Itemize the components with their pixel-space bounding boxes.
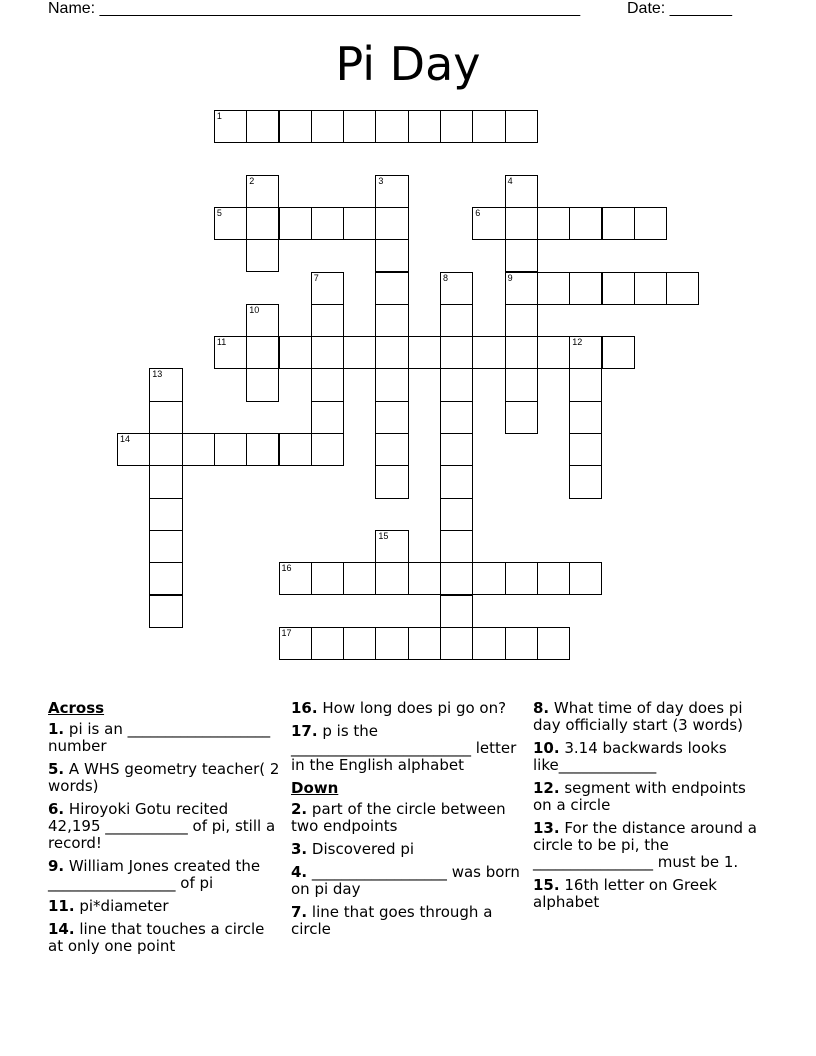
crossword-cell[interactable] [634,207,667,240]
clue-number: 17 [281,627,292,638]
crossword-cell[interactable] [279,110,312,143]
crossword-cell[interactable] [246,433,279,466]
crossword-cell[interactable] [246,175,279,208]
crossword-cell[interactable] [408,110,441,143]
crossword-cell[interactable] [569,401,602,434]
clue-down-13: 13. For the distance around a circle to be pi, the ________________ must be 1. [533,819,757,871]
clue-number: 10 [249,304,260,315]
crossword-cell[interactable] [472,207,505,240]
crossword-cell[interactable] [666,272,699,305]
crossword-cell[interactable] [246,110,279,143]
crossword-cell[interactable] [375,562,408,595]
crossword-cell[interactable] [375,304,408,337]
clue-number: 8 [443,272,449,283]
crossword-cell[interactable] [311,304,344,337]
clues-column-3 [533,700,768,917]
across-heading: Across [48,699,105,717]
clue-across-9: 9. William Jones created the _________________ of pi [48,857,261,892]
crossword-cell[interactable] [149,498,182,531]
crossword-cell[interactable] [440,401,473,434]
crossword-cell[interactable] [537,627,570,660]
clue-down-3: 3. Discovered pi [291,840,415,858]
crossword-cell[interactable] [375,239,408,272]
crossword-cell[interactable] [472,110,505,143]
crossword-cell[interactable] [343,336,376,369]
crossword-cell[interactable] [440,530,473,563]
crossword-cell[interactable] [375,368,408,401]
crossword-cell[interactable] [440,498,473,531]
crossword-cell[interactable] [149,530,182,563]
crossword-cell[interactable] [537,207,570,240]
crossword-cell[interactable] [214,433,247,466]
clue-across-1: 1. pi is an ___________________ number [48,720,271,755]
crossword-cell[interactable] [440,595,473,628]
clue-number: 3 [378,175,384,186]
crossword-cell[interactable] [117,433,150,466]
crossword-cell[interactable] [440,465,473,498]
crossword-cell[interactable] [408,336,441,369]
clue-number: 15 [378,530,389,541]
crossword-cell[interactable] [311,110,344,143]
crossword-cell[interactable] [505,368,538,401]
crossword-cell[interactable] [440,272,473,305]
crossword-cell[interactable] [375,465,408,498]
crossword-cell[interactable] [505,207,538,240]
crossword-cell[interactable] [472,562,505,595]
crossword-cell[interactable] [505,336,538,369]
crossword-cell[interactable] [440,562,473,595]
crossword-cell[interactable] [311,207,344,240]
crossword-cell[interactable] [343,627,376,660]
clue-number: 6 [475,207,481,218]
crossword-cell[interactable] [569,465,602,498]
crossword-cell[interactable] [182,433,215,466]
crossword-cell[interactable] [505,304,538,337]
crossword-cell[interactable] [472,627,505,660]
crossword-cell[interactable] [375,530,408,563]
crossword-cell[interactable] [311,627,344,660]
crossword-cell[interactable] [343,110,376,143]
crossword-cell[interactable] [602,336,635,369]
crossword-cell[interactable] [311,562,344,595]
crossword-cell[interactable] [569,336,602,369]
crossword-cell[interactable] [246,207,279,240]
crossword-cell[interactable] [246,368,279,401]
crossword-cell[interactable] [569,272,602,305]
crossword-cell[interactable] [375,401,408,434]
crossword-cell[interactable] [440,433,473,466]
crossword-cell[interactable] [149,433,182,466]
crossword-cell[interactable] [505,239,538,272]
crossword-cell[interactable] [569,562,602,595]
crossword-cell[interactable] [537,336,570,369]
crossword-cell[interactable] [279,207,312,240]
clue-down-15: 15. 16th letter on Greek alphabet [533,876,717,911]
crossword-cell[interactable] [505,175,538,208]
clue-number: 13 [152,369,163,380]
clues-column-1 [48,700,283,961]
crossword-cell[interactable] [375,110,408,143]
crossword-cell[interactable] [149,401,182,434]
crossword-cell[interactable] [375,207,408,240]
crossword-cell[interactable] [440,368,473,401]
clue-down-7: 7. line that goes through a circle [291,903,493,938]
clue-number: 5 [216,207,222,218]
clue-number: 1 [216,111,222,121]
crossword-cell[interactable] [440,110,473,143]
clue-number: 2 [249,175,255,186]
crossword-cell[interactable] [149,595,182,628]
crossword-cell[interactable] [214,110,247,143]
crossword-cell[interactable] [375,433,408,466]
crossword-cell[interactable] [246,336,279,369]
clue-down-10: 10. 3.14 backwards looks like_____________ [533,739,727,774]
crossword-cell[interactable] [472,336,505,369]
crossword-cell[interactable] [343,562,376,595]
down-heading: Down [291,779,339,797]
crossword-cell[interactable] [505,627,538,660]
crossword-cell[interactable] [537,272,570,305]
crossword-cell[interactable] [602,272,635,305]
clue-across-14: 14. line that touches a circle at only one point [48,920,265,955]
crossword-cell[interactable] [505,562,538,595]
crossword-cell[interactable] [569,207,602,240]
clue-across-6: 6. Hiroyoki Gotu recited 42,195 ___________ of pi, still a record! [48,800,276,852]
name-field[interactable]: Name: ______________________________________________________ [48,0,581,17]
clue-across-5: 5. A WHS geometry teacher( 2 words) [48,760,280,795]
crossword-cell[interactable] [214,207,247,240]
clue-down-12: 12. segment with endpoints on a circle [533,779,746,814]
crossword-cell[interactable] [505,272,538,305]
crossword-cell[interactable] [311,272,344,305]
page-title: Pi Day [335,37,481,91]
crossword-cell[interactable] [505,401,538,434]
clue-number: 12 [572,337,583,348]
crossword-cell[interactable] [440,304,473,337]
crossword-cell[interactable] [311,401,344,434]
crossword-cell[interactable] [149,465,182,498]
crossword-cell[interactable] [569,433,602,466]
crossword-cell[interactable] [246,239,279,272]
clue-number: 11 [216,337,227,348]
clues-column-2 [291,700,526,944]
clue-across-17: 17. p is the ________________________ letter in the English alphabet [291,722,517,774]
date-field[interactable]: Date: _______ [627,0,732,17]
crossword-cell[interactable] [311,433,344,466]
crossword-cell[interactable] [279,336,312,369]
clue-number: 9 [507,272,513,283]
crossword-cell[interactable] [408,627,441,660]
crossword-cell[interactable] [505,110,538,143]
crossword-cell[interactable] [149,368,182,401]
crossword-cell[interactable] [311,336,344,369]
clue-down-4: 4. __________________ was born on pi day [291,863,520,898]
clue-across-11: 11. pi*diameter [48,897,169,915]
crossword-cell[interactable] [440,336,473,369]
clue-across-16: 16. How long does pi go on? [291,699,507,717]
crossword-cell[interactable] [149,562,182,595]
crossword-cell[interactable] [246,304,279,337]
crossword-cell[interactable] [279,562,312,595]
crossword-cell[interactable] [408,562,441,595]
clue-number: 14 [120,434,131,444]
crossword-cell[interactable] [602,207,635,240]
clue-number: 7 [313,272,319,283]
crossword-cell[interactable] [569,368,602,401]
clue-down-8: 8. What time of day does pi day officially start (3 words) [533,699,744,734]
crossword-cell[interactable] [634,272,667,305]
crossword-cell[interactable] [537,562,570,595]
crossword-cell[interactable] [440,627,473,660]
crossword-cell[interactable] [375,175,408,208]
crossword-cell[interactable] [279,433,312,466]
clue-number: 16 [281,563,292,574]
crossword-cell[interactable] [375,272,408,305]
crossword-cell[interactable] [311,368,344,401]
crossword-cell[interactable] [375,627,408,660]
clue-number: 4 [507,175,513,186]
crossword-cell[interactable] [343,207,376,240]
crossword-cell[interactable] [279,627,312,660]
crossword-cell[interactable] [214,336,247,369]
crossword-cell[interactable] [375,336,408,369]
clue-down-2: 2. part of the circle between two endpoints [291,800,506,835]
